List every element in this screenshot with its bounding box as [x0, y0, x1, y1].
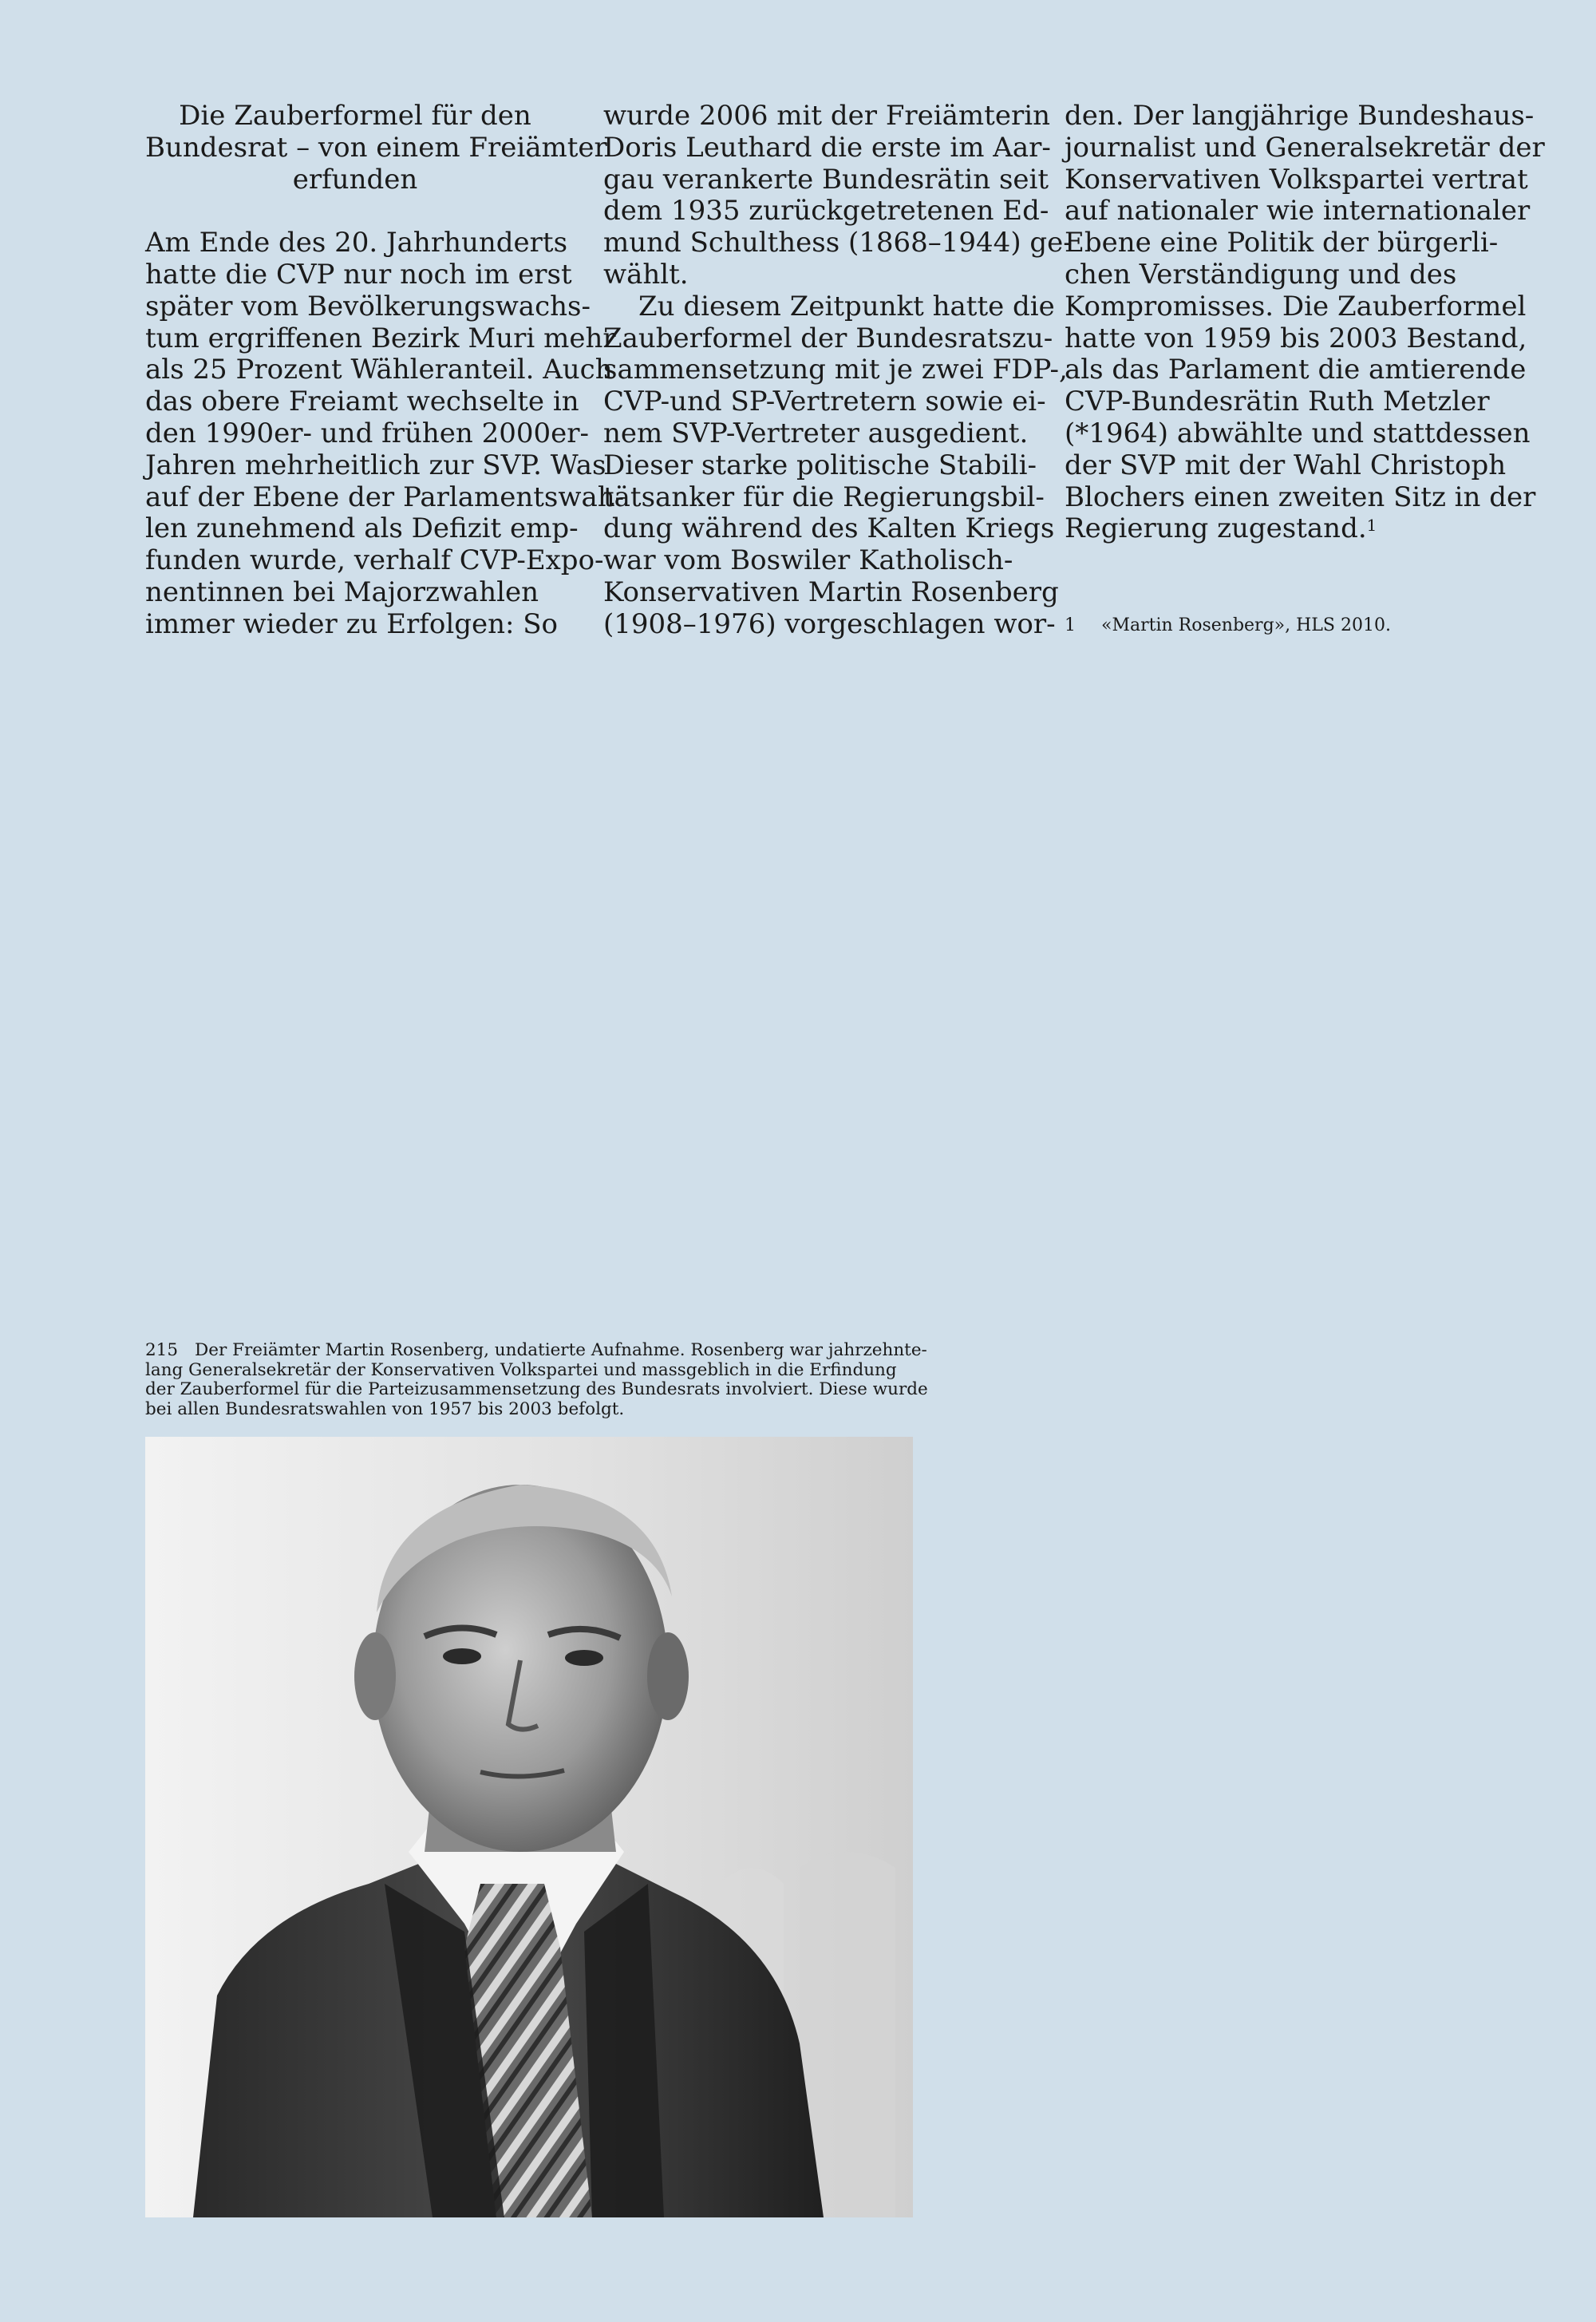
text-line: auf der Ebene der Parlamentswah-	[145, 481, 625, 513]
text-line: journalist und Generalsekretär der	[1065, 131, 1545, 164]
text-line: len zunehmend als Defizit emp-	[145, 512, 579, 545]
text-line: wählt.	[603, 258, 689, 291]
heading-line: Die Zauberformel für den	[179, 100, 531, 132]
figure-number: 215	[145, 1340, 179, 1360]
text-line: Zauberformel der Bundesratszu-	[603, 322, 1053, 354]
footnote-number: 1	[1065, 615, 1076, 635]
text-line: als 25 Prozent Wähleranteil. Auch	[145, 354, 613, 386]
text-line: (1908–1976) vorgeschlagen wor-	[603, 607, 1056, 640]
text-line: Doris Leuthard die erste im Aar-	[603, 131, 1051, 164]
text-line: mund Schulthess (1868–1944) ge-	[603, 227, 1073, 259]
text-column-1	[145, 100, 625, 641]
text-line: Blochers einen zweiten Sitz in der	[1065, 481, 1536, 513]
text-line: den 1990er- und frühen 2000er-	[145, 417, 590, 449]
text-line: wurde 2006 mit der Freiämterin	[603, 100, 1050, 132]
text-line: Am Ende des 20. Jahrhunderts	[145, 227, 568, 259]
text-line: später vom Bevölkerungswachs-	[145, 290, 591, 322]
text-line: gau verankerte Bundesrätin seit	[603, 163, 1049, 196]
heading-line: erfunden	[292, 163, 418, 196]
caption-line	[145, 1340, 927, 1361]
text-line: hatte von 1959 bis 2003 Bestand,	[1065, 322, 1527, 354]
text-line: nem SVP-Vertreter ausgedient.	[603, 417, 1029, 449]
text-line: Jahren mehrheitlich zur SVP. Was	[145, 449, 606, 481]
text-line: Dieser starke politische Stabili-	[603, 449, 1037, 481]
text-column-3	[1065, 100, 1545, 545]
caption-line: lang Generalsekretär der Konservativen Volkspartei und massgeblich in die Erfindung	[145, 1359, 897, 1380]
portrait-photo	[145, 1437, 913, 2217]
caption-line: der Zauberformel für die Parteizusammensetzung des Bundesrats involviert. Diese wurde	[145, 1379, 928, 1399]
footnote	[1065, 615, 1391, 637]
text-line: CVP-Bundesrätin Ruth Metzler	[1065, 386, 1490, 418]
caption-text: Der Freiämter Martin Rosenberg, undatierte Aufnahme. Rosenberg war jahrzehnte-	[195, 1340, 927, 1360]
text-line: Konservativen Martin Rosenberg	[603, 576, 1059, 608]
figure-caption	[145, 1340, 928, 1419]
caption-line: bei allen Bundesratswahlen von 1957 bis 2003 befolgt.	[145, 1398, 625, 1419]
portrait-illustration	[145, 1437, 913, 2217]
body-paragraph	[603, 290, 1068, 641]
text-line: chen Verständigung und des	[1065, 258, 1457, 291]
footnote-reference[interactable]: 1	[1366, 516, 1377, 536]
text-line: immer wieder zu Erfolgen: So	[145, 607, 559, 640]
text-line: tum ergriffenen Bezirk Muri mehr	[145, 322, 616, 354]
text-line: hatte die CVP nur noch im erst	[145, 258, 572, 291]
footnote-text: «Martin Rosenberg», HLS 2010.	[1101, 615, 1391, 635]
body-paragraph	[1065, 100, 1545, 545]
text-line: das obere Freiamt wechselte in	[145, 386, 579, 418]
text-line: dem 1935 zurückgetretenen Ed-	[603, 195, 1049, 227]
text-line: sammensetzung mit je zwei FDP-,	[603, 354, 1068, 386]
text-line: der SVP mit der Wahl Christoph	[1065, 449, 1507, 481]
text-line: den. Der langjährige Bundeshaus-	[1065, 100, 1535, 132]
text-column-2	[603, 100, 1073, 641]
body-paragraph	[145, 227, 625, 640]
text-line: Ebene eine Politik der bürgerli-	[1065, 227, 1499, 259]
text-line: dung während des Kalten Kriegs	[603, 512, 1055, 545]
heading-line: Bundesrat – von einem Freiämter	[145, 131, 607, 164]
text-line: Kompromisses. Die Zauberformel	[1065, 290, 1527, 322]
text-line: auf nationaler wie internationaler	[1065, 195, 1531, 227]
text-line	[1065, 513, 1487, 545]
section-heading	[145, 100, 607, 196]
text-line: (*1964) abwählte und stattdessen	[1065, 417, 1531, 449]
text-line: nentinnen bei Majorzwahlen	[145, 576, 539, 608]
text-line: funden wurde, verhalf CVP-Expo-	[145, 544, 604, 577]
text-line: CVP-und SP-Vertretern sowie ei-	[603, 386, 1046, 418]
body-paragraph	[603, 100, 1073, 291]
text-line: war vom Boswiler Katholisch-	[603, 544, 1013, 577]
last-line-text: Regierung zugestand.	[1065, 512, 1367, 545]
text-line: als das Parlament die amtierende	[1065, 354, 1527, 386]
text-line: Konservativen Volkspartei vertrat	[1065, 163, 1528, 196]
text-line: Zu diesem Zeitpunkt hatte die	[638, 290, 1055, 322]
text-line: tätsanker für die Regierungsbil-	[603, 481, 1045, 513]
